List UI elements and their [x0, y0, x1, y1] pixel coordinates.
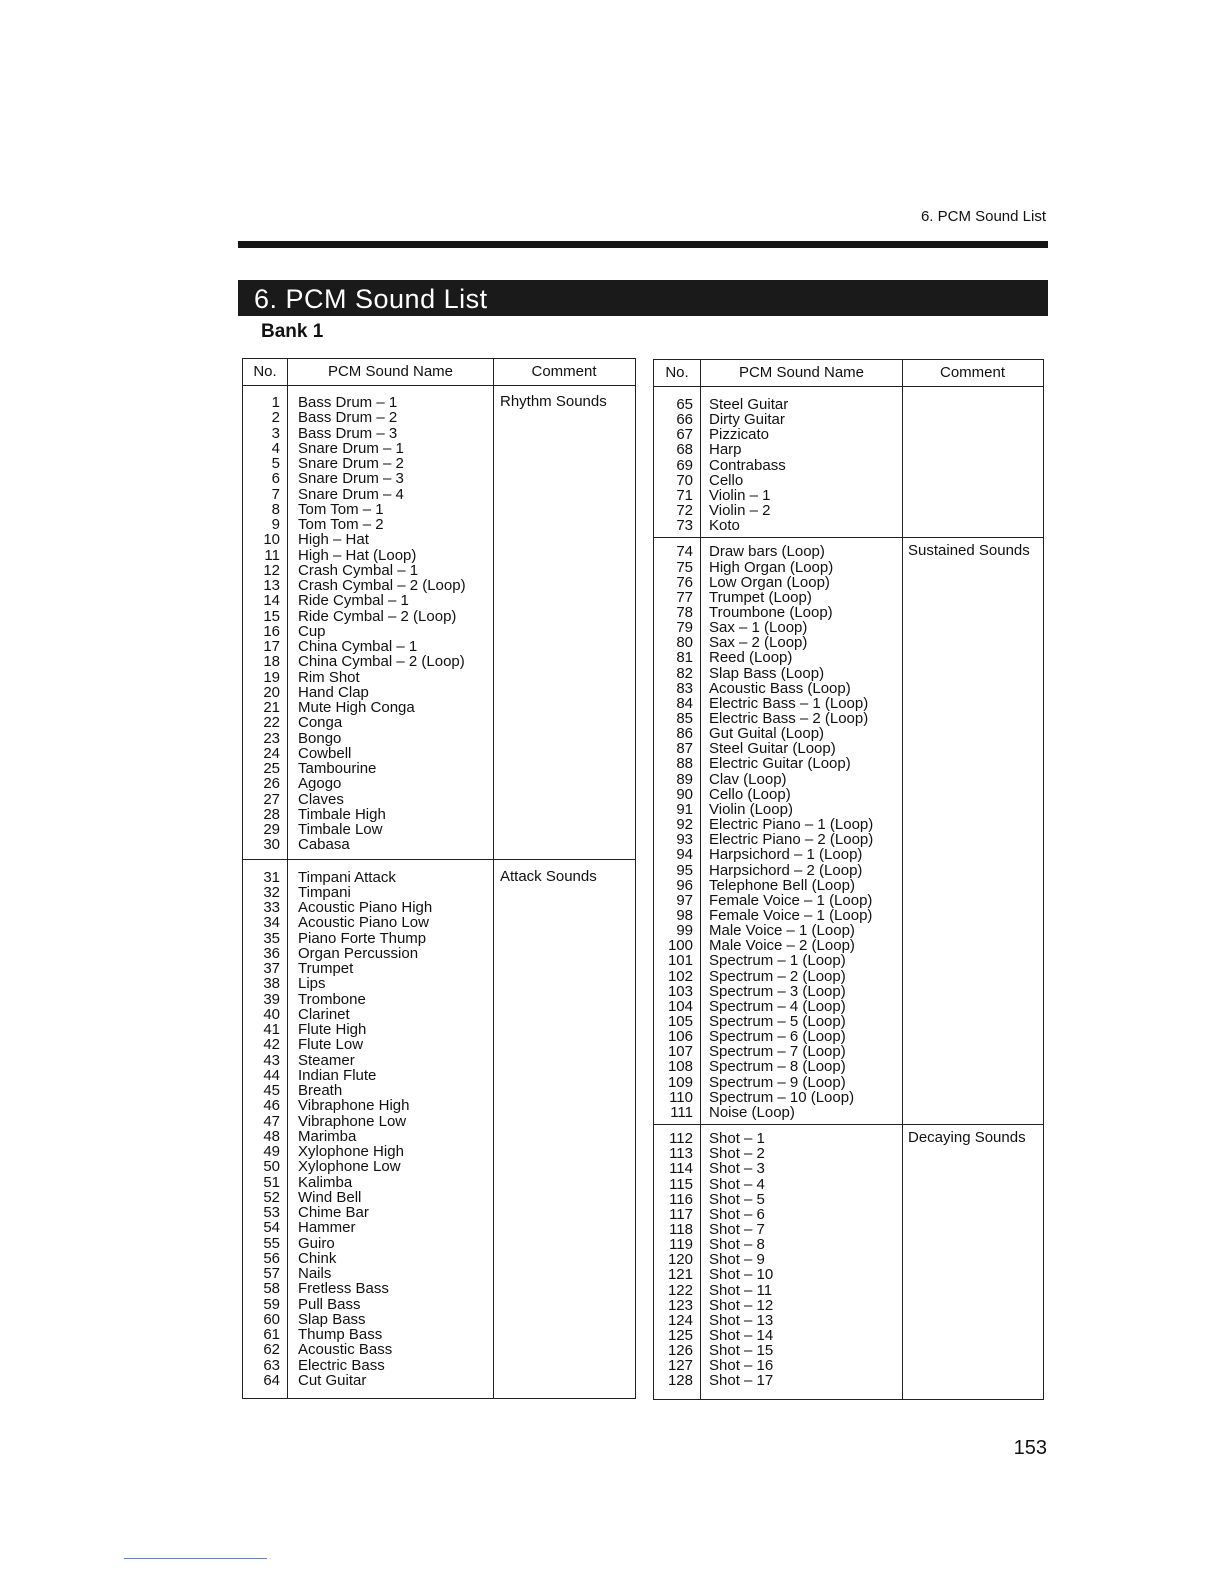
sound-name: Ride Cymbal – 1 — [298, 592, 409, 610]
row-number: 121 — [667, 1266, 693, 1284]
sound-name: Acoustic Piano Low — [298, 914, 429, 932]
sound-name: Gut Guital (Loop) — [709, 725, 825, 743]
sound-name: Indian Flute — [298, 1066, 377, 1084]
running-head: 6. PCM Sound List — [920, 208, 1046, 225]
sound-name: Spectrum – 10 (Loop) — [709, 1088, 855, 1106]
sound-name: Electric Bass – 1 (Loop) — [709, 694, 869, 712]
section-title-bar — [238, 280, 1048, 316]
sound-name: Violin – 2 — [709, 502, 771, 520]
sound-name: Female Voice – 1 (Loop) — [709, 906, 873, 924]
column-header-no: No. — [253, 363, 277, 380]
sound-name: Clarinet — [298, 1005, 350, 1023]
sound-name: Clav (Loop) — [709, 770, 787, 788]
sound-name: Trumpet — [298, 960, 354, 977]
row-number: 74 — [676, 543, 693, 561]
row-number: 3 — [271, 424, 280, 442]
row-number: 99 — [676, 922, 693, 940]
row-number: 33 — [263, 899, 280, 916]
sound-name: Dirty Guitar — [709, 411, 785, 429]
sound-name: Shot – 9 — [709, 1251, 765, 1269]
row-number: 28 — [263, 805, 280, 823]
sound-name: Bongo — [298, 729, 342, 747]
row-number: 1 — [271, 394, 280, 411]
row-number: 115 — [669, 1175, 693, 1193]
row-number: 2 — [271, 409, 280, 427]
sound-name: Lips — [298, 975, 326, 993]
sound-name: Spectrum – 5 (Loop) — [709, 1013, 846, 1030]
sound-name: High – Hat (Loop) — [298, 546, 417, 564]
row-number: 15 — [263, 607, 280, 625]
row-number: 72 — [676, 502, 693, 520]
row-number: 47 — [263, 1112, 280, 1130]
sound-name: Shot – 4 — [709, 1175, 765, 1193]
row-number: 19 — [263, 668, 280, 686]
row-number: 91 — [676, 800, 693, 818]
row-number: 54 — [263, 1219, 280, 1237]
header-rule — [238, 241, 1048, 248]
sound-name: Shot – 8 — [709, 1236, 765, 1254]
group-divider — [654, 537, 1043, 538]
row-number: 62 — [263, 1341, 280, 1359]
row-number: 100 — [667, 937, 693, 955]
row-number: 31 — [263, 868, 280, 886]
sound-name: Acoustic Piano High — [298, 899, 433, 916]
page-number: 153 — [1013, 1437, 1047, 1459]
sound-name: Shot – 14 — [709, 1327, 774, 1344]
row-number: 17 — [263, 638, 280, 655]
sound-name: Chime Bar — [298, 1204, 369, 1221]
row-number: 87 — [676, 740, 693, 758]
row-number: 12 — [263, 561, 280, 579]
row-number: 108 — [667, 1058, 693, 1076]
row-number: 66 — [676, 411, 693, 429]
sound-name: Snare Drum – 3 — [298, 470, 404, 488]
row-number: 84 — [676, 694, 693, 712]
row-number: 105 — [667, 1013, 693, 1030]
sound-name: Marimba — [298, 1127, 357, 1145]
row-number: 59 — [263, 1295, 280, 1313]
sound-name: Cabasa — [298, 836, 350, 854]
row-number: 78 — [676, 603, 693, 621]
row-number: 24 — [263, 744, 280, 762]
sound-name: Acoustic Bass (Loop) — [709, 679, 851, 697]
row-number: 40 — [263, 1005, 280, 1023]
row-number: 106 — [667, 1028, 693, 1046]
row-number: 26 — [263, 775, 280, 793]
sound-name: Flute High — [298, 1021, 367, 1038]
sound-name: Draw bars (Loop) — [709, 543, 825, 561]
sound-name: Snare Drum – 4 — [298, 485, 404, 503]
sound-name: Tambourine — [298, 760, 377, 777]
row-number: 32 — [263, 883, 280, 901]
row-number: 102 — [667, 967, 693, 985]
row-number: 44 — [263, 1066, 280, 1084]
sound-name: Sax – 2 (Loop) — [709, 634, 808, 652]
sound-name: Contrabass — [709, 456, 786, 474]
sound-name: Sax – 1 (Loop) — [709, 619, 808, 637]
sound-name: Electric Piano – 2 (Loop) — [709, 831, 874, 849]
sound-name: Claves — [298, 790, 344, 808]
row-number: 117 — [669, 1205, 693, 1223]
row-number: 81 — [676, 649, 693, 667]
sound-name: Spectrum – 9 (Loop) — [709, 1073, 846, 1091]
row-number: 92 — [676, 816, 693, 834]
sound-name: Female Voice – 1 (Loop) — [709, 891, 873, 909]
row-number: 98 — [676, 906, 693, 924]
row-number: 49 — [263, 1143, 280, 1160]
row-number: 95 — [676, 861, 693, 879]
row-number: 97 — [676, 891, 693, 909]
sound-name: Spectrum – 4 (Loop) — [709, 997, 846, 1015]
sound-name: Reed (Loop) — [709, 649, 793, 667]
row-number: 107 — [667, 1043, 693, 1061]
sound-name: Wind Bell — [298, 1188, 362, 1206]
sound-name: Chink — [298, 1249, 337, 1267]
row-number: 75 — [676, 558, 693, 576]
sound-name: Tom Tom – 2 — [298, 516, 384, 533]
row-number: 37 — [263, 960, 280, 977]
row-number: 23 — [263, 729, 280, 747]
sound-name: High – Hat — [298, 531, 369, 549]
sound-name: Cello — [709, 471, 744, 489]
sound-name: Steel Guitar (Loop) — [709, 740, 836, 758]
row-number: 11 — [264, 546, 280, 564]
sound-name: Conga — [298, 714, 343, 732]
sound-name: Violin (Loop) — [709, 800, 793, 818]
row-number: 51 — [263, 1173, 280, 1191]
sound-name: Crash Cymbal – 2 (Loop) — [298, 577, 466, 594]
row-number: 96 — [676, 876, 693, 894]
row-number: 119 — [669, 1236, 693, 1254]
sound-name: Shot – 3 — [709, 1160, 765, 1178]
row-number: 55 — [263, 1234, 280, 1252]
sound-name: Agogo — [298, 775, 342, 793]
sound-name: China Cymbal – 1 — [298, 638, 418, 655]
sound-name: Shot – 7 — [709, 1220, 765, 1238]
row-number: 35 — [263, 929, 280, 947]
row-number: 14 — [263, 592, 280, 610]
sound-name: Spectrum – 6 (Loop) — [709, 1028, 846, 1046]
row-number: 94 — [676, 846, 693, 864]
row-number: 67 — [676, 426, 693, 444]
row-number: 6 — [271, 470, 280, 488]
group-comment: Decaying Sounds — [908, 1129, 1026, 1147]
row-number: 122 — [667, 1281, 693, 1299]
sound-name: Slap Bass (Loop) — [709, 664, 825, 682]
row-number: 60 — [263, 1310, 280, 1328]
sound-name: Thump Bass — [298, 1326, 383, 1343]
row-number: 113 — [669, 1145, 693, 1163]
group-divider — [654, 1124, 1043, 1125]
row-number: 52 — [263, 1188, 280, 1206]
row-number: 104 — [667, 997, 693, 1015]
row-number: 77 — [676, 588, 693, 606]
sound-table-right — [653, 359, 1044, 1400]
column-header-comment: Comment — [939, 364, 1006, 381]
row-number: 8 — [271, 500, 280, 518]
sound-name: Nails — [298, 1265, 332, 1282]
row-number: 69 — [676, 456, 693, 474]
sound-name: Troumbone (Loop) — [709, 603, 833, 621]
row-number: 42 — [263, 1036, 280, 1054]
sound-name: Spectrum – 2 (Loop) — [709, 967, 846, 985]
row-number: 13 — [263, 577, 280, 594]
row-number: 82 — [676, 664, 693, 682]
sound-name: Vibraphone High — [298, 1097, 410, 1115]
row-number: 70 — [676, 471, 693, 489]
sound-name: Pull Bass — [298, 1295, 361, 1313]
row-number: 93 — [676, 831, 693, 849]
row-number: 120 — [667, 1251, 693, 1269]
sound-name: Shot – 5 — [709, 1190, 765, 1208]
row-number: 101 — [667, 952, 693, 970]
sound-name: Guiro — [298, 1234, 335, 1252]
row-number: 25 — [263, 760, 280, 777]
row-number: 118 — [669, 1220, 693, 1238]
group-divider — [243, 859, 635, 860]
row-number: 88 — [676, 755, 693, 773]
row-number: 53 — [263, 1204, 280, 1221]
table-body — [243, 359, 635, 1398]
sound-name: Xylophone High — [298, 1143, 404, 1160]
sound-name: Kalimba — [298, 1173, 353, 1191]
sound-name: China Cymbal – 2 (Loop) — [298, 653, 465, 671]
row-number: 90 — [676, 785, 693, 803]
sound-name: Mute High Conga — [298, 699, 415, 716]
row-number: 114 — [669, 1160, 693, 1178]
column-header-name: PCM Sound Name — [327, 363, 454, 380]
row-number: 50 — [263, 1158, 280, 1176]
column-header-name: PCM Sound Name — [738, 364, 865, 381]
row-number: 30 — [263, 836, 280, 854]
row-number: 73 — [676, 517, 693, 535]
row-number: 18 — [263, 653, 280, 671]
row-number: 29 — [263, 821, 280, 838]
sound-name: Harpsichord – 2 (Loop) — [709, 861, 863, 879]
sound-name: Ride Cymbal – 2 (Loop) — [298, 607, 457, 625]
row-number: 48 — [263, 1127, 280, 1145]
sound-name: Hammer — [298, 1219, 356, 1237]
row-number: 9 — [271, 516, 280, 533]
sound-name: Shot – 2 — [709, 1145, 765, 1163]
sound-name: Telephone Bell (Loop) — [709, 876, 855, 894]
sound-name: Violin – 1 — [709, 486, 771, 504]
footer-line — [124, 1558, 267, 1559]
row-number: 7 — [271, 485, 280, 503]
sound-name: Pizzicato — [709, 426, 770, 444]
row-number: 112 — [669, 1130, 693, 1148]
sound-name: Timpani Attack — [298, 868, 396, 886]
row-number: 110 — [669, 1088, 693, 1106]
group-comment: Rhythm Sounds — [500, 393, 607, 410]
sound-name: Timbale Low — [298, 821, 383, 838]
sound-name: Slap Bass — [298, 1310, 366, 1328]
sound-name: Bass Drum – 3 — [298, 424, 398, 442]
sound-name: Cup — [298, 622, 326, 640]
row-number: 43 — [263, 1051, 280, 1069]
sound-name: Shot – 6 — [709, 1205, 765, 1223]
row-number: 41 — [263, 1021, 280, 1038]
sound-name: Electric Piano – 1 (Loop) — [709, 816, 874, 834]
sound-name: Hand Clap — [298, 683, 369, 701]
sound-name: Cowbell — [298, 744, 352, 762]
sound-name: Electric Bass – 2 (Loop) — [709, 710, 869, 727]
row-number: 4 — [271, 439, 280, 457]
sound-name: Timbale High — [298, 805, 386, 823]
sound-name: Shot – 11 — [709, 1281, 773, 1299]
sound-name: Piano Forte Thump — [298, 929, 427, 947]
sound-name: Male Voice – 1 (Loop) — [709, 922, 855, 940]
row-number: 16 — [263, 622, 280, 640]
row-number: 109 — [667, 1073, 693, 1091]
row-number: 116 — [669, 1190, 693, 1208]
sound-name: Cello (Loop) — [709, 785, 791, 803]
sound-name: Harpsichord – 1 (Loop) — [709, 846, 863, 864]
sound-name: Shot – 10 — [709, 1266, 774, 1284]
sound-name: Snare Drum – 2 — [298, 455, 404, 472]
row-number: 64 — [263, 1371, 280, 1389]
column-header-no: No. — [665, 364, 689, 381]
sound-name: Steamer — [298, 1051, 355, 1069]
row-number: 76 — [676, 573, 693, 591]
row-number: 89 — [676, 770, 693, 788]
sound-name: Electric Guitar (Loop) — [709, 755, 851, 773]
row-number: 123 — [667, 1296, 693, 1314]
sound-name: Fretless Bass — [298, 1280, 389, 1298]
sound-name: Noise (Loop) — [709, 1103, 795, 1121]
sound-name: Harp — [709, 441, 742, 459]
row-number: 5 — [271, 455, 280, 472]
row-number: 111 — [670, 1103, 693, 1121]
sound-name: Male Voice – 2 (Loop) — [709, 937, 855, 955]
sound-name: Trombone — [298, 990, 366, 1008]
sound-name: Crash Cymbal – 1 — [298, 561, 419, 579]
sound-name: Shot – 1 — [709, 1130, 765, 1148]
sound-name: Spectrum – 7 (Loop) — [709, 1043, 846, 1061]
sound-name: Breath — [298, 1082, 343, 1099]
row-number: 86 — [676, 725, 693, 743]
sound-name: Spectrum – 1 (Loop) — [709, 952, 846, 970]
row-number: 21 — [263, 699, 280, 716]
row-number: 128 — [667, 1372, 693, 1390]
sound-name: High Organ (Loop) — [709, 558, 834, 576]
sound-name: Xylophone Low — [298, 1158, 401, 1176]
sound-name: Electric Bass — [298, 1356, 385, 1374]
row-number: 46 — [263, 1097, 280, 1115]
section-title: 6. PCM Sound List — [254, 284, 488, 314]
sound-name: Shot – 12 — [709, 1296, 774, 1314]
sound-name: Bass Drum – 1 — [298, 394, 398, 411]
row-number: 79 — [676, 619, 693, 637]
sound-name: Tom Tom – 1 — [298, 500, 384, 518]
sound-name: Spectrum – 3 (Loop) — [709, 982, 846, 1000]
row-number: 20 — [263, 683, 280, 701]
row-number: 80 — [676, 634, 693, 652]
sound-name: Spectrum – 8 (Loop) — [709, 1058, 846, 1076]
sound-name: Steel Guitar — [709, 396, 789, 413]
sound-name: Shot – 16 — [709, 1357, 774, 1375]
row-number: 127 — [667, 1357, 693, 1375]
sound-name: Shot – 13 — [709, 1311, 774, 1329]
sound-name: Flute Low — [298, 1036, 364, 1054]
row-number: 39 — [263, 990, 280, 1008]
sound-name: Bass Drum – 2 — [298, 409, 398, 427]
row-number: 58 — [263, 1280, 280, 1298]
row-number: 63 — [263, 1356, 280, 1374]
bank-label: Bank 1 — [261, 321, 324, 342]
row-number: 103 — [667, 982, 693, 1000]
row-number: 85 — [676, 710, 693, 727]
group-comment: Sustained Sounds — [908, 542, 1030, 560]
row-number: 45 — [263, 1082, 280, 1099]
sound-name: Shot – 17 — [709, 1372, 774, 1390]
sound-name: Rim Shot — [298, 668, 360, 686]
row-number: 126 — [667, 1342, 693, 1360]
row-number: 61 — [263, 1326, 280, 1343]
row-number: 34 — [263, 914, 280, 932]
table-body — [654, 360, 1043, 1399]
sound-name: Organ Percussion — [298, 944, 419, 962]
row-number: 38 — [263, 975, 280, 993]
sound-name: Trumpet (Loop) — [709, 588, 812, 606]
sound-table-left — [242, 358, 636, 1399]
sound-name: Low Organ (Loop) — [709, 573, 830, 591]
row-number: 71 — [676, 486, 693, 504]
sound-name: Cut Guitar — [298, 1371, 367, 1389]
row-number: 83 — [676, 679, 693, 697]
sound-name: Vibraphone Low — [298, 1112, 407, 1130]
row-number: 27 — [263, 790, 280, 808]
sound-name: Timpani — [298, 883, 351, 901]
group-comment: Attack Sounds — [500, 867, 597, 885]
row-number: 65 — [676, 396, 693, 413]
sound-name: Koto — [709, 517, 740, 535]
row-number: 36 — [263, 944, 280, 962]
sound-name: Acoustic Bass — [298, 1341, 393, 1359]
row-number: 68 — [676, 441, 693, 459]
row-number: 56 — [263, 1249, 280, 1267]
sound-name: Snare Drum – 1 — [298, 439, 404, 457]
row-number: 10 — [263, 531, 280, 549]
row-number: 22 — [263, 714, 280, 732]
row-number: 125 — [667, 1327, 693, 1344]
row-number: 124 — [667, 1311, 693, 1329]
sound-name: Shot – 15 — [709, 1342, 774, 1360]
row-number: 57 — [263, 1265, 280, 1282]
column-header-comment: Comment — [531, 363, 597, 380]
